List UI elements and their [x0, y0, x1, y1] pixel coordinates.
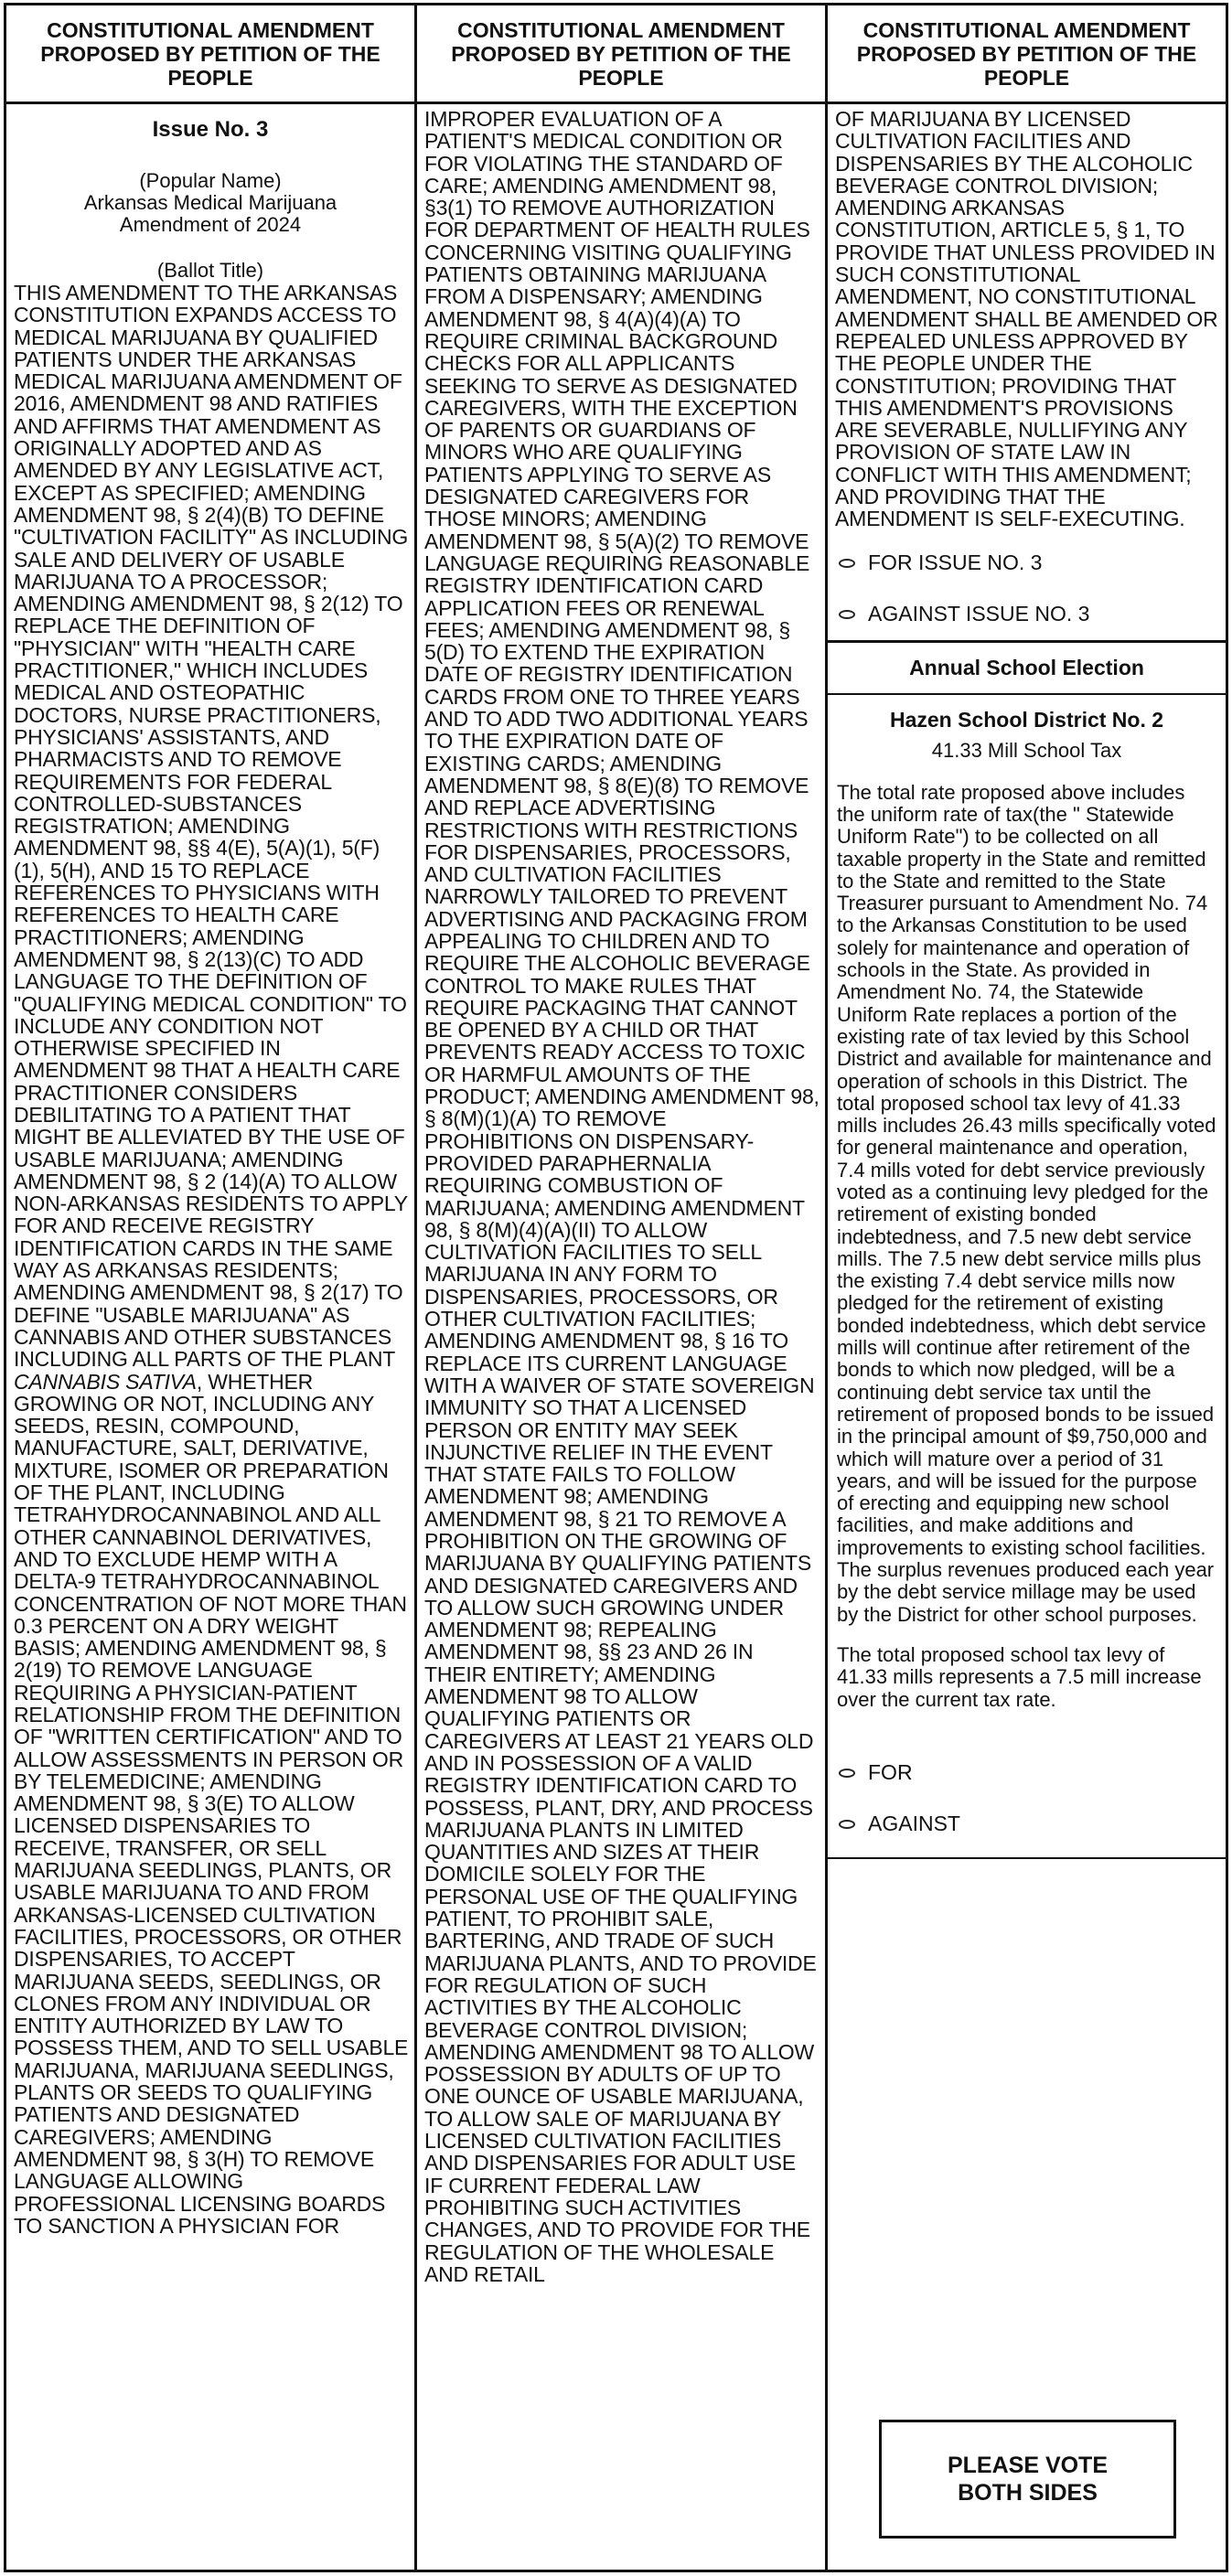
please-vote-line1: PLEASE VOTE	[947, 2453, 1109, 2478]
popular-name-label: (Popular Name)	[139, 169, 282, 192]
ballot-column-2	[417, 5, 828, 2570]
popular-name-line2: Amendment of 2024	[119, 213, 302, 236]
issue-number: Issue No. 3	[152, 117, 269, 142]
vote-option-for-school-tax[interactable]	[828, 1748, 1226, 1799]
popular-name-block	[6, 170, 414, 236]
school-tax-paragraph-2: The total proposed school tax levy of 41.33 mills represents a 7.5 mill increase over the current tax rate.	[837, 1642, 1202, 1711]
ballot-text-italic: CANNABIS SATIVA	[14, 1369, 197, 1394]
column-header: CONSTITUTIONAL AMENDMENT PROPOSED BY PETITION OF THE PEOPLE	[828, 5, 1226, 104]
ballot-text-column-2: IMPROPER EVALUATION OF A PATIENT'S MEDICAL CONDITION OR FOR VIOLATING THE STANDARD OF CARE; AMENDING AMENDMENT 98, §3(1) TO REMOVE AUTHORIZATION FOR DEPARTMENT OF HEALTH RULES CONCERNING VISITING QUALIFYING PATIENTS OBTAINING MARIJUANA FROM A DISPENSARY; AMENDING AMENDMENT 98, § 4(A)(4)(A) TO REQUIRE CRIMINAL BACKGROUND CHECKS FOR ALL APPLICANTS SEEKING TO SERVE AS DESIGNATED CAREGIVERS, WITH THE EXCEPTION OF PARENTS OR GUARDIANS OF MINORS WHO ARE QUALIFYING PATIENTS APPLYING TO SERVE AS DESIGNATED CAREGIVERS FOR THOSE MINORS; AMENDING AMENDMENT 98, § 5(A)(2) TO REMOVE LANGUAGE REQUIRING REASONABLE REGISTRY IDENTIFICATION CARD APPLICATION FEES OR RENEWAL FEES; AMENDING AMENDMENT 98, § 5(D) TO EXTEND THE EXPIRATION DATE OF REGISTRY IDENTIFICATION CARDS FROM ONE TO THREE YEARS AND TO ADD TWO ADDITIONAL YEARS TO THE EXPIRATION DATE OF EXISTING CARDS; AMENDING AMENDMENT 98, § 8(E)(8) TO REMOVE AND REPLACE ADVERTISING RESTRICTIONS WITH RESTRICTIONS FOR DISPENSARIES, PROCESSORS, AND CULTIVATION FACILITIES NARROWLY TAILORED TO PREVENT ADVERTISING AND PACKAGING FROM APPEALING TO CHILDREN AND TO REQUIRE THE ALCOHOLIC BEVERAGE CONTROL TO MAKE RULES THAT REQUIRE PACKAGING THAT CANNOT BE OPENED BY A CHILD OR THAT PREVENTS READY ACCESS TO TOXIC OR HARMFUL AMOUNTS OF THE PRODUCT; AMENDING AMENDMENT 98, § 8(M)(1)(A) TO REMOVE PROHIBITIONS ON DISPENSARY-PROVIDED PARAPHERNALIA REQUIRING COMBUSTION OF MARIJUANA; AMENDING AMENDMENT 98, § 8(M)(4)(A)(II) TO ALLOW CULTIVATION FACILITIES TO SELL MARIJUANA IN ANY FORM TO DISPENSARIES, PROCESSORS, OR OTHER CULTIVATION FACILITIES; AMENDING AMENDMENT 98, § 16 TO REPLACE ITS CURRENT LANGUAGE WITH A WAIVER OF STATE SOVEREIGN IMMUNITY SO THAT A LICENSED PERSON OR ENTITY MAY SEEK INJUNCTIVE RELIEF IN THE EVENT THAT STATE FAILS TO FOLLOW AMENDMENT 98; AMENDING AMENDMENT 98, § 21 TO REMOVE A PROHIBITION ON THE GROWING OF MARIJUANA BY QUALIFYING PATIENTS AND DESIGNATED CAREGIVERS AND TO ALLOW SUCH GROWING UNDER AMENDMENT 98; REPEALING AMENDMENT 98, §§ 23 AND 26 IN THEIR ENTIRETY; AMENDING AMENDMENT 98 TO ALLOW QUALIFYING PATIENTS OR CAREGIVERS AT LEAST 21 YEARS OLD AND IN POSSESSION OF A VALID REGISTRY IDENTIFICATION CARD TO POSSESS, PLANT, DRY, AND PROCESS MARIJUANA PLANTS IN LIMITED QUANTITIES AND SIZES AT THEIR DOMICILE SOLELY FOR THE PERSONAL USE OF THE QUALIFYING PATIENT, TO PROHIBIT SALE, BARTERING, AND TRADE OF SUCH MARIJUANA PLANTS, AND TO PROVIDE FOR REGULATION OF SUCH ACTIVITIES BY THE ALCOHOLIC BEVERAGE CONTROL DIVISION; AMENDING AMENDMENT 98 TO ALLOW POSSESSION BY ADULTS OF UP TO ONE OUNCE OF USABLE MARIJUANA, TO ALLOW SALE OF MARIJUANA BY LICENSED CULTIVATION FACILITIES AND DISPENSARIES FOR ADULT USE IF CURRENT FEDERAL LAW PROHIBITING SUCH ACTIVITIES CHANGES, AND TO PROVIDE FOR THE REGULATION OF THE WHOLESALE AND RETAIL	[424, 107, 820, 2286]
ballot-page	[4, 3, 1228, 2572]
vote-option-label: AGAINST	[868, 1812, 960, 1836]
ballot-text-part: , WHETHER GROWING OR NOT, INCLUDING ANY SEEDS, RESIN, COMPOUND, MANUFACTURE, SALT, DERIVATIVE, MIXTURE, ISOMER OR PREPARATION OF THE PLANT, INCLUDING TETRAHYDROCANNABINOL AND ALL OTHER CANNABINOL DERIVATIVES, AND TO EXCLUDE HEMP WITH A DELTA-9 TETRAHYDROCANNABINOL CONCENTRATION OF NOT MORE THAN 0.3 PERCENT ON A DRY WEIGHT BASIS; AMENDING AMENDMENT 98, § 2(19) TO REMOVE LANGUAGE REQUIRING A PHYSICIAN-PATIENT RELATIONSHIP FROM THE DEFINITION OF "WRITTEN CERTIFICATION" AND TO ALLOW ASSESSMENTS IN PERSON OR BY TELEMEDICINE; AMENDING AMENDMENT 98, § 3(E) TO ALLOW LICENSED DISPENSARIES TO RECEIVE, TRANSFER, OR SELL MARIJUANA SEEDLINGS, PLANTS, OR USABLE MARIJUANA TO AND FROM ARKANSAS-LICENSED CULTIVATION FACILITIES, PROCESSORS, OR OTHER DISPENSARIES, TO ACCEPT MARIJUANA SEEDS, SEEDLINGS, OR CLONES FROM ANY INDIVIDUAL OR ENTITY AUTHORIZED BY LAW TO POSSESS THEM, AND TO SELL USABLE MARIJUANA, MARIJUANA SEEDLINGS, PLANTS OR SEEDS TO QUALIFYING PATIENTS AND DESIGNATED CAREGIVERS; AMENDING AMENDMENT 98, § 3(H) TO REMOVE LANGUAGE ALLOWING PROFESSIONAL LICENSING BOARDS TO SANCTION A PHYSICIAN FOR	[14, 1369, 409, 2238]
vote-oval-icon[interactable]	[839, 559, 855, 568]
vote-option-against-issue-3[interactable]	[828, 589, 1226, 640]
ballot-column-1	[6, 5, 417, 2570]
column-header: CONSTITUTIONAL AMENDMENT PROPOSED BY PETITION OF THE PEOPLE	[417, 5, 825, 104]
column-header: CONSTITUTIONAL AMENDMENT PROPOSED BY PETITION OF THE PEOPLE	[6, 5, 414, 104]
please-vote-line2: BOTH SIDES	[958, 2480, 1098, 2506]
popular-name-line1: Arkansas Medical Marijuana	[83, 191, 337, 214]
ballot-text-column-3: OF MARIJUANA BY LICENSED CULTIVATION FACILITIES AND DISPENSARIES BY THE ALCOHOLIC BEVERAGE CONTROL DIVISION; AMENDING ARKANSAS CONSTITUTION, ARTICLE 5, § 1, TO PROVIDE THAT UNLESS PROVIDED IN SUCH CONSTITUTIONAL AMENDMENT, NO CONSTITUTIONAL AMENDMENT SHALL BE AMENDED OR REPEALED UNLESS APPROVED BY THE PEOPLE UNDER THE CONSTITUTION; PROVIDING THAT THIS AMENDMENT'S PROVISIONS ARE SEVERABLE, NULLIFYING ANY PROVISION OF STATE LAW IN CONFLICT WITH THIS AMENDMENT; AND PROVIDING THAT THE AMENDMENT IS SELF-EXECUTING.	[835, 107, 1218, 531]
vote-option-label: AGAINST ISSUE NO. 3	[868, 602, 1090, 626]
vote-option-label: FOR ISSUE NO. 3	[868, 550, 1043, 575]
vote-option-label: FOR	[868, 1760, 913, 1785]
vote-option-against-school-tax[interactable]	[828, 1799, 1226, 1850]
divider	[828, 1857, 1226, 1859]
vote-oval-icon[interactable]	[839, 610, 855, 619]
ballot-title-label: (Ballot Title)	[156, 259, 264, 282]
school-district-title: Hazen School District No. 2	[889, 707, 1164, 732]
ballot-text-column-1	[6, 282, 414, 2237]
ballot-column-3	[828, 5, 1226, 2570]
vote-option-for-issue-3[interactable]	[828, 538, 1226, 589]
ballot-text-part: THIS AMENDMENT TO THE ARKANSAS CONSTITUTION EXPANDS ACCESS TO MEDICAL MARIJUANA BY QUALIFIED PATIENTS UNDER THE ARKANSAS MEDICAL MARIJUANA AMENDMENT OF 2016, AMENDMENT 98 AND RATIFIES AND AFFIRMS THAT AMENDMENT AS ORIGINALLY ADOPTED AND AS AMENDED BY ANY LEGISLATIVE ACT, EXCEPT AS SPECIFIED; AMENDING AMENDMENT 98, § 2(4)(B) TO DEFINE "CULTIVATION FACILITY" AS INCLUDING SALE AND DELIVERY OF USABLE MARIJUANA TO A PROCESSOR; AMENDING AMENDMENT 98, § 2(12) TO REPLACE THE DEFINITION OF "PHYSICIAN" WITH "HEALTH CARE PRACTITIONER," WHICH INCLUDES MEDICAL AND OSTEOPATHIC DOCTORS, NURSE PRACTITIONERS, PHYSICIANS' ASSISTANTS, AND PHARMACISTS AND TO REMOVE REQUIREMENTS FOR FEDERAL CONTROLLED-SUBSTANCES REGISTRATION; AMENDING AMENDMENT 98, §§ 4(E), 5(A)(1), 5(F)(1), 5(H), AND 15 TO REPLACE REFERENCES TO PHYSICIANS WITH REFERENCES TO HEALTH CARE PRACTITIONERS; AMENDING AMENDMENT 98, § 2(13)(C) TO ADD LANGUAGE TO THE DEFINITION OF "QUALIFYING MEDICAL CONDITION" TO INCLUDE ANY CONDITION NOT OTHERWISE SPECIFIED IN AMENDMENT 98 THAT A HEALTH CARE PRACTITIONER CONSIDERS DEBILITATING TO A PATIENT THAT MIGHT BE ALLEVIATED BY THE USE OF USABLE MARIJUANA; AMENDING AMENDMENT 98, § 2 (14)(A) TO ALLOW NON-ARKANSAS RESIDENTS TO APPLY FOR AND RECEIVE REGISTRY IDENTIFICATION CARDS IN THE SAME WAY AS ARKANSAS RESIDENTS; AMENDING AMENDMENT 98, § 2(17) TO DEFINE "USABLE MARIJUANA" AS CANNABIS AND OTHER SUBSTANCES INCLUDING ALL PARTS OF THE PLANT	[14, 281, 409, 1372]
vote-oval-icon[interactable]	[839, 1769, 855, 1778]
please-vote-both-sides-box	[879, 2420, 1176, 2539]
vote-oval-icon[interactable]	[839, 1820, 855, 1829]
school-election-heading: Annual School Election	[909, 655, 1144, 679]
school-tax-paragraph-1: The total rate proposed above includes the uniform rate of tax(the " Statewide Uniform Rate") to be collected on all taxable property in the State and remitted to the State and remitted to the State Treasurer pursuant to Amendment No. 74 to the Arkansas Constitution to be used solely for maintenance and operation of schools in the State. As provided in Amendment No. 74, the Statewide Uniform Rate replaces a portion of the existing rate of tax levied by this School District and available for maintenance and operation of schools in this District. The total proposed school tax levy of 41.33 mills includes 26.43 mills specifically voted for general maintenance and operation, 7.4 mills voted for debt service previously voted as a continuing levy pledged for the retirement of existing bonded indebtedness, and 7.5 new debt service mills. The 7.5 new debt service mills plus the existing 7.4 debt service mills now pledged for the retirement of existing bonded indebtedness, which debt service mills will continue after retirement of the bonds to which now pledged, will be a continuing debt service tax until the retirement of proposed bonds to be issued in the principal amount of $9,750,000 and which will mature over a period of 31 years, and will be issued for the purpose of erecting and equipping new school facilities, and make additions and improvements to existing school facilities. The surplus revenues produced each year by the debt service millage may be used by the District for other school purposes.	[837, 780, 1216, 1626]
school-tax-title: 41.33 Mill School Tax	[931, 738, 1122, 762]
